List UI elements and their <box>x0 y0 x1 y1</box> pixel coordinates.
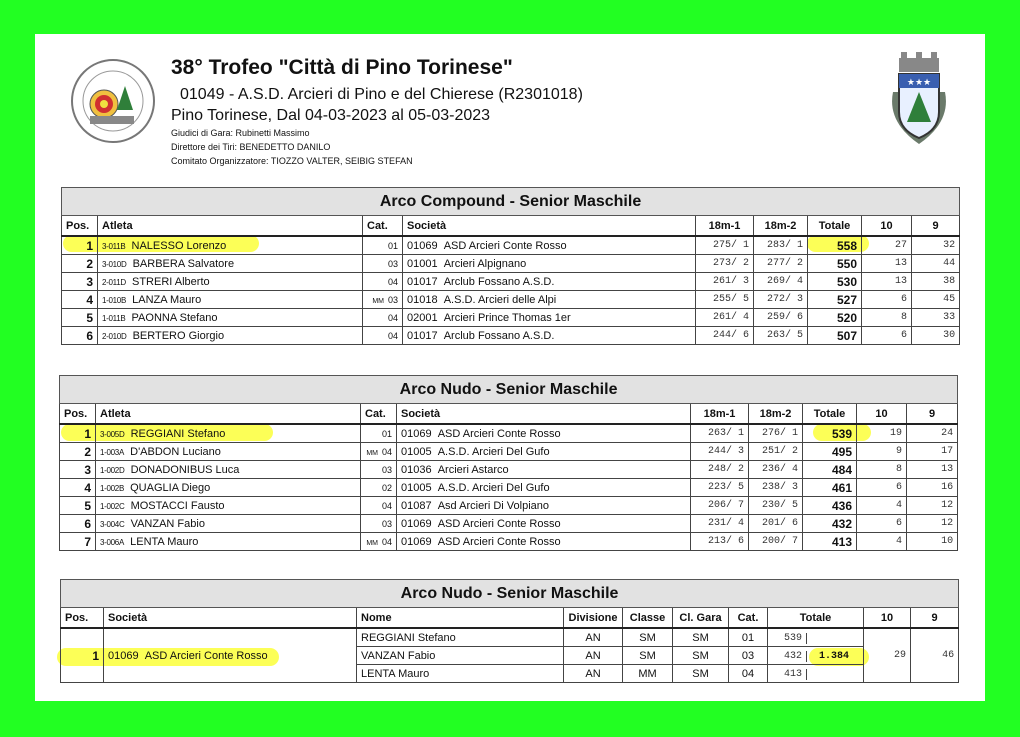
athlete-code: 2-011D <box>102 277 126 287</box>
athlete-code: 1-011B <box>102 313 126 323</box>
athlete-name: D'ABDON Luciano <box>130 445 221 458</box>
society-cell <box>403 309 696 327</box>
category: 04 <box>729 665 768 683</box>
member-total-cell <box>768 665 864 683</box>
col-header: Atleta <box>98 216 363 237</box>
class-tag: MM <box>366 449 378 457</box>
athlete-cell <box>96 424 361 443</box>
category: 04 <box>387 330 398 341</box>
class-tag: MM <box>366 539 378 547</box>
athlete-name: BARBERA Salvatore <box>132 257 235 270</box>
round1-score: 261/ 3 <box>696 273 754 291</box>
society-name: ASD Arcieri Conte Rosso <box>443 239 567 252</box>
organizer-club: 01049 - A.S.D. Arcieri di Pino e del Chierese (R2301018) <box>180 86 583 103</box>
athlete-cell <box>98 236 363 255</box>
table-title: Arco Nudo - Senior Maschile <box>61 580 959 608</box>
col-header: 18m-2 <box>754 216 808 237</box>
nines-count: 30 <box>912 327 960 345</box>
society-name: ASD Arcieri Conte Rosso <box>437 535 561 548</box>
category: 04 <box>381 446 392 457</box>
total-score: 550 <box>808 255 862 273</box>
athlete-cell <box>96 461 361 479</box>
tens-count: 13 <box>862 255 912 273</box>
col-header: 9 <box>907 404 958 425</box>
society-code: 01069 <box>401 535 432 548</box>
table-row <box>60 424 958 443</box>
category-cell <box>361 479 397 497</box>
category-cell <box>361 533 397 551</box>
athlete-code: 1-003A <box>100 447 124 457</box>
col-header: Società <box>397 404 691 425</box>
col-header: Cat. <box>361 404 397 425</box>
col-header: Cl. Gara <box>673 608 729 629</box>
category-cell <box>361 443 397 461</box>
total-score: 520 <box>808 309 862 327</box>
table-row <box>60 461 958 479</box>
nines-count: 17 <box>907 443 958 461</box>
table-row <box>62 291 960 309</box>
society-name: A.S.D. Arcieri Del Gufo <box>437 481 550 494</box>
athlete-code: 1-002B <box>100 483 124 493</box>
category: 04 <box>381 500 392 511</box>
position: 4 <box>60 479 96 497</box>
round1-score: 244/ 6 <box>696 327 754 345</box>
nines-count: 45 <box>912 291 960 309</box>
col-header: Totale <box>768 608 864 629</box>
society-cell <box>403 236 696 255</box>
athlete-code: 3-011B <box>102 241 126 251</box>
col-header: 18m-1 <box>691 404 749 425</box>
position: 2 <box>60 443 96 461</box>
member-name: VANZAN Fabio <box>357 647 564 665</box>
round2-score: 272/ 3 <box>754 291 808 309</box>
athlete-cell <box>96 515 361 533</box>
total-score: 413 <box>803 533 857 551</box>
society-code: 01069 <box>401 427 432 440</box>
category: 04 <box>387 276 398 287</box>
table-row <box>60 515 958 533</box>
col-header: 10 <box>857 404 907 425</box>
round1-score: 275/ 1 <box>696 236 754 255</box>
director-line: Direttore dei Tiri: BENEDETTO DANILO <box>171 142 331 152</box>
position: 6 <box>60 515 96 533</box>
society-name: Arcieri Prince Thomas 1er <box>443 311 571 324</box>
division: AN <box>564 628 623 647</box>
society-cell <box>397 533 691 551</box>
category: 04 <box>387 312 398 323</box>
round2-score: 263/ 5 <box>754 327 808 345</box>
nines-count: 12 <box>907 515 958 533</box>
tens-count: 6 <box>857 479 907 497</box>
athlete-name: DONADONIBUS Luca <box>130 463 240 476</box>
col-header: Pos. <box>62 216 98 237</box>
tens-count: 4 <box>857 533 907 551</box>
society-name: ASD Arcieri Conte Rosso <box>144 649 268 662</box>
total-score: 461 <box>803 479 857 497</box>
col-header: 18m-1 <box>696 216 754 237</box>
category-cell <box>363 309 403 327</box>
team-society-cell <box>104 628 357 683</box>
tens-count: 9 <box>857 443 907 461</box>
category: 02 <box>381 482 392 493</box>
round1-score: 261/ 4 <box>696 309 754 327</box>
position: 5 <box>60 497 96 515</box>
nines-count: 24 <box>907 424 958 443</box>
society-name: ASD Arcieri Conte Rosso <box>437 517 561 530</box>
round2-score: 201/ 6 <box>749 515 803 533</box>
society-name: Asd Arcieri Di Volpiano <box>437 499 549 512</box>
athlete-cell <box>98 255 363 273</box>
society-name: A.S.D. Arcieri delle Alpi <box>443 293 557 306</box>
class: MM <box>623 665 673 683</box>
athlete-cell <box>96 497 361 515</box>
member-total-cell <box>768 628 864 647</box>
athlete-code: 3-005D <box>100 429 125 439</box>
col-header: Nome <box>357 608 564 629</box>
class: SM <box>623 628 673 647</box>
society-code: 01005 <box>401 481 432 494</box>
class-tag: MM <box>372 297 384 305</box>
member-total-cell <box>768 647 864 665</box>
athlete-code: 3-010D <box>102 259 127 269</box>
round1-score: 255/ 5 <box>696 291 754 309</box>
total-score: 539 <box>803 424 857 443</box>
athlete-name: STRERI Alberto <box>131 275 210 288</box>
table-row <box>60 479 958 497</box>
society-name: Arcieri Astarco <box>437 463 509 476</box>
society-name: A.S.D. Arcieri Del Gufo <box>437 445 550 458</box>
table-row <box>62 236 960 255</box>
round2-score: 269/ 4 <box>754 273 808 291</box>
category-cell <box>363 236 403 255</box>
total-score: 436 <box>803 497 857 515</box>
athlete-name: VANZAN Fabio <box>130 517 205 530</box>
athlete-cell <box>98 327 363 345</box>
category-cell <box>363 327 403 345</box>
class: SM <box>623 647 673 665</box>
col-header: 9 <box>912 216 960 237</box>
table-barebow-senior <box>59 375 958 551</box>
athlete-name: REGGIANI Stefano <box>130 427 226 440</box>
athlete-name: QUAGLIA Diego <box>130 481 211 494</box>
round2-score: 259/ 6 <box>754 309 808 327</box>
event-place-dates: Pino Torinese, Dal 04-03-2023 al 05-03-2023 <box>171 107 491 124</box>
position: 5 <box>62 309 98 327</box>
society-code: 01036 <box>401 463 432 476</box>
round1-score: 263/ 1 <box>691 424 749 443</box>
athlete-code: 1-002C <box>100 501 125 511</box>
total-score: 558 <box>808 236 862 255</box>
member-score: 539 <box>768 633 807 644</box>
society-code: 01018 <box>407 293 438 306</box>
athlete-name: NALESSO Lorenzo <box>131 239 227 252</box>
category: 03 <box>381 464 392 475</box>
nines-count: 46 <box>911 628 959 683</box>
athlete-cell <box>96 443 361 461</box>
position: 1 <box>60 424 96 443</box>
athlete-code: 1-002D <box>100 465 125 475</box>
round1-score: 244/ 3 <box>691 443 749 461</box>
tens-count: 13 <box>862 273 912 291</box>
category: 03 <box>387 294 398 305</box>
round2-score: 236/ 4 <box>749 461 803 479</box>
society-name: Arclub Fossano A.S.D. <box>443 329 555 342</box>
table-title: Arco Nudo - Senior Maschile <box>60 376 958 404</box>
race-class: SM <box>673 647 729 665</box>
round1-score: 231/ 4 <box>691 515 749 533</box>
athlete-name: LENTA Mauro <box>130 535 199 548</box>
category-cell <box>363 255 403 273</box>
society-cell <box>403 291 696 309</box>
category: 04 <box>381 536 392 547</box>
committee-line: Comitato Organizzatore: TIOZZO VALTER, SEIBIG STEFAN <box>171 156 413 166</box>
society-cell <box>403 273 696 291</box>
category-cell <box>363 273 403 291</box>
nines-count: 12 <box>907 497 958 515</box>
results-sheet <box>35 34 985 701</box>
position: 7 <box>60 533 96 551</box>
total-score: 484 <box>803 461 857 479</box>
round1-score: 248/ 2 <box>691 461 749 479</box>
round1-score: 206/ 7 <box>691 497 749 515</box>
table-barebow-team <box>60 579 959 683</box>
table-row <box>60 443 958 461</box>
society-code: 02001 <box>407 311 438 324</box>
total-score: 507 <box>808 327 862 345</box>
society-code: 01017 <box>407 275 438 288</box>
col-header: Atleta <box>96 404 361 425</box>
athlete-cell <box>96 533 361 551</box>
position: 3 <box>62 273 98 291</box>
position: 1 <box>62 236 98 255</box>
society-code: 01069 <box>407 239 438 252</box>
nines-count: 38 <box>912 273 960 291</box>
category: 03 <box>387 258 398 269</box>
category: 01 <box>381 428 392 439</box>
table-row <box>60 533 958 551</box>
society-cell <box>397 461 691 479</box>
round2-score: 277/ 2 <box>754 255 808 273</box>
division: AN <box>564 647 623 665</box>
category-cell <box>361 497 397 515</box>
athlete-code: 3-006A <box>100 537 124 547</box>
nines-count: 10 <box>907 533 958 551</box>
society-name: ASD Arcieri Conte Rosso <box>437 427 561 440</box>
athlete-name: MOSTACCI Fausto <box>130 499 225 512</box>
society-code: 01087 <box>401 499 432 512</box>
team-position: 1 <box>61 628 104 683</box>
round2-score: 251/ 2 <box>749 443 803 461</box>
table-row <box>62 255 960 273</box>
athlete-code: 3-004C <box>100 519 125 529</box>
round2-score: 230/ 5 <box>749 497 803 515</box>
athlete-cell <box>98 273 363 291</box>
tens-count: 27 <box>862 236 912 255</box>
town-crest-icon <box>887 52 951 148</box>
round2-score: 238/ 3 <box>749 479 803 497</box>
club-logo-icon <box>70 58 156 144</box>
category: 01 <box>387 240 398 251</box>
tens-count: 8 <box>862 309 912 327</box>
table-row <box>62 327 960 345</box>
round1-score: 273/ 2 <box>696 255 754 273</box>
round1-score: 223/ 5 <box>691 479 749 497</box>
athlete-code: 2-010D <box>102 331 127 341</box>
athlete-name: PAONNA Stefano <box>131 311 218 324</box>
col-header: Società <box>104 608 357 629</box>
col-header: Società <box>403 216 696 237</box>
total-score: 527 <box>808 291 862 309</box>
tens-count: 19 <box>857 424 907 443</box>
category-cell <box>361 461 397 479</box>
society-code: 01069 <box>401 517 432 530</box>
col-header: Cat. <box>729 608 768 629</box>
round2-score: 283/ 1 <box>754 236 808 255</box>
tens-count: 6 <box>862 291 912 309</box>
col-header: Totale <box>808 216 862 237</box>
col-header: Divisione <box>564 608 623 629</box>
society-cell <box>397 443 691 461</box>
tens-count: 29 <box>864 628 911 683</box>
society-cell <box>403 327 696 345</box>
col-header: 9 <box>911 608 959 629</box>
position: 2 <box>62 255 98 273</box>
category: 01 <box>729 628 768 647</box>
position: 6 <box>62 327 98 345</box>
col-header: 10 <box>862 216 912 237</box>
total-score: 530 <box>808 273 862 291</box>
race-class: SM <box>673 665 729 683</box>
member-name: LENTA Mauro <box>357 665 564 683</box>
athlete-cell <box>96 479 361 497</box>
athlete-cell <box>98 309 363 327</box>
athlete-code: 1-010B <box>102 295 126 305</box>
society-code: 01069 <box>108 649 139 662</box>
col-header: Cat. <box>363 216 403 237</box>
col-header: 10 <box>864 608 911 629</box>
position: 4 <box>62 291 98 309</box>
round2-score: 200/ 7 <box>749 533 803 551</box>
position: 3 <box>60 461 96 479</box>
round1-score: 213/ 6 <box>691 533 749 551</box>
athlete-name: BERTERO Giorgio <box>132 329 225 342</box>
member-name: REGGIANI Stefano <box>357 628 564 647</box>
total-score: 432 <box>803 515 857 533</box>
category-cell <box>361 515 397 533</box>
category-cell <box>361 424 397 443</box>
col-header: Classe <box>623 608 673 629</box>
member-score: 413 <box>768 669 807 680</box>
col-header: Pos. <box>61 608 104 629</box>
category: 03 <box>381 518 392 529</box>
table-row <box>62 309 960 327</box>
category-cell <box>363 291 403 309</box>
society-name: Arclub Fossano A.S.D. <box>443 275 555 288</box>
table-title: Arco Compound - Senior Maschile <box>62 188 960 216</box>
event-title: 38° Trofeo "Città di Pino Torinese" <box>171 56 513 79</box>
tens-count: 8 <box>857 461 907 479</box>
society-code: 01001 <box>407 257 438 270</box>
round2-score: 276/ 1 <box>749 424 803 443</box>
nines-count: 13 <box>907 461 958 479</box>
member-score: 432 <box>768 651 807 662</box>
tens-count: 4 <box>857 497 907 515</box>
judges-line: Giudici di Gara: Rubinetti Massimo <box>171 128 310 138</box>
athlete-name: LANZA Mauro <box>132 293 202 306</box>
society-cell <box>397 497 691 515</box>
col-header: 18m-2 <box>749 404 803 425</box>
svg-text:★★★: ★★★ <box>906 78 932 88</box>
col-header: Totale <box>803 404 857 425</box>
society-cell <box>397 515 691 533</box>
society-cell <box>403 255 696 273</box>
nines-count: 32 <box>912 236 960 255</box>
table-row <box>62 273 960 291</box>
society-code: 01005 <box>401 445 432 458</box>
athlete-cell <box>98 291 363 309</box>
table-row <box>61 628 959 647</box>
tens-count: 6 <box>862 327 912 345</box>
nines-count: 33 <box>912 309 960 327</box>
society-name: Arcieri Alpignano <box>443 257 527 270</box>
col-header: Pos. <box>60 404 96 425</box>
tens-count: 6 <box>857 515 907 533</box>
total-score: 495 <box>803 443 857 461</box>
table-row <box>60 497 958 515</box>
category: 03 <box>729 647 768 665</box>
race-class: SM <box>673 628 729 647</box>
society-code: 01017 <box>407 329 438 342</box>
nines-count: 16 <box>907 479 958 497</box>
division: AN <box>564 665 623 683</box>
society-cell <box>397 479 691 497</box>
nines-count: 44 <box>912 255 960 273</box>
team-total: 1.384 <box>819 651 850 662</box>
society-cell <box>397 424 691 443</box>
table-compound-senior <box>61 187 960 345</box>
